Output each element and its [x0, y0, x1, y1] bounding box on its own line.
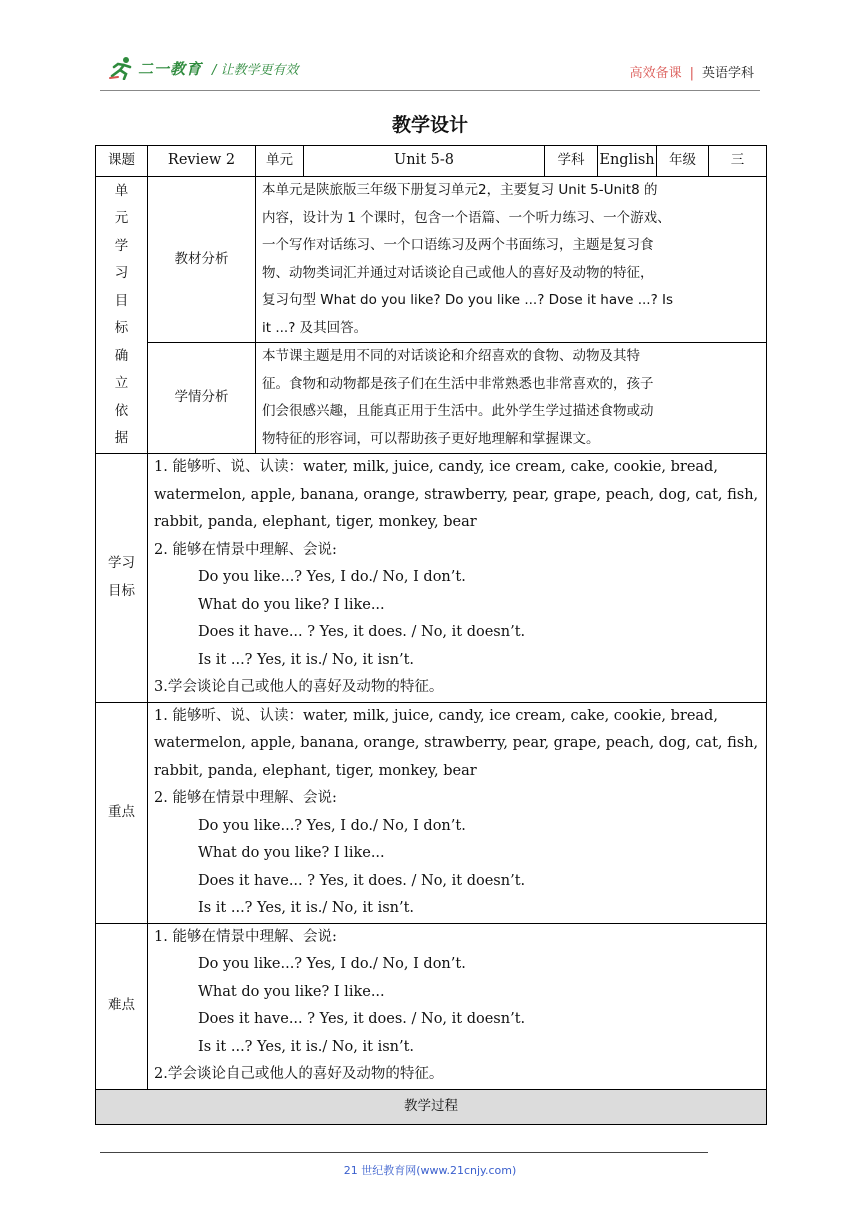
- objectives-text: 1. 能够听、说、认读：water, milk, juice, candy, ice cream, cake, cookie, bread, watermelon, apple, banana, orange, strawberry, pear, grape, peach, dog, cat, fish, rabbit, panda, elephant, tiger, monkey, bear 2. 能够在情景中理解、会说: Do you like...? Yes, I do./ No, I don’t. What do you like? I like... Does it have... ? Yes, it does. / No, it doesn’t. Is it ...? Yes, it is./ No, it isn’t. 3.学会谈论自己或他人的喜好及动物的特征。: [148, 454, 767, 703]
- objectives-label: 学习 目标: [96, 454, 148, 703]
- page-header: [100, 52, 760, 90]
- course-label: 课题: [96, 146, 148, 177]
- logo-slogan: / 让教学更有效: [212, 62, 299, 78]
- difficulties-label: 难点: [96, 923, 148, 1089]
- header-subject-name: 英语学科: [701, 66, 754, 81]
- runner-logo-icon: [108, 56, 136, 80]
- subject-value: English: [598, 146, 657, 177]
- header-subject: [630, 62, 754, 81]
- learner-analysis-text: 本节课主题是用不同的对话谈论和介绍喜欢的食物、动物及其特 征。食物和动物都是孩子们在生活中非常熟悉也非常喜欢的，孩子 们会很感兴趣，且能真正用于生活中。此外学生学过描述食物或动 物特征的形容词，可以帮助孩子更好地理解和掌握课文。: [256, 343, 767, 454]
- lesson-plan-table: [95, 145, 767, 1125]
- grade-label: 年级: [657, 146, 709, 177]
- page-title: 教学设计: [391, 114, 468, 136]
- footer-link[interactable]: 21 世纪教育网(www.21cnjy.com): [343, 1164, 517, 1177]
- footer-divider: [100, 1152, 708, 1153]
- logo: [108, 56, 299, 80]
- textbook-analysis-text: 本单元是陕旅版三年级下册复习单元2，主要复习 Unit 5-Unit8 的 内容，设计为 1 个课时，包含一个语篇、一个听力练习、一个游戏、 一个写作对话练习、一个口语练习及两个书面练习，主题是复习食 物、动物类词汇并通过对话谈论自己或他人的喜好及动物的特征， 复习句型 What do you like? Do you like ...? Dose it have ...? Is it ...? 及其回答。: [256, 177, 767, 343]
- key-points-row: [96, 702, 767, 923]
- subject-label: 学科: [545, 146, 598, 177]
- header-tag: 高效备课: [629, 66, 682, 81]
- logo-text: 二一教育: [138, 59, 203, 78]
- header-divider: [100, 90, 760, 91]
- unit-label: 单元: [256, 146, 304, 177]
- key-points-text: 1. 能够听、说、认读：water, milk, juice, candy, ice cream, cake, cookie, bread, watermelon, apple, banana, orange, strawberry, pear, grape, peach, dog, cat, fish, rabbit, panda, elephant, tiger, monkey, bear 2. 能够在情景中理解、会说: Do you like...? Yes, I do./ No, I don’t. What do you like? I like... Does it have... ? Yes, it does. / No, it doesn’t. Is it ...? Yes, it is./ No, it isn’t.: [148, 702, 767, 923]
- grade-value: 三: [709, 146, 767, 177]
- textbook-analysis-row: [96, 177, 767, 343]
- key-points-label: 重点: [96, 702, 148, 923]
- difficulties-row: [96, 923, 767, 1089]
- basis-vertical-label: 单 元 学 习 目 标 确 立 依 据: [96, 177, 148, 454]
- objectives-row: [96, 454, 767, 703]
- header-separator: |: [689, 66, 694, 81]
- learner-analysis-row: [96, 343, 767, 454]
- learner-analysis-label: 学情分析: [148, 343, 256, 454]
- process-label: 教学过程: [96, 1089, 767, 1124]
- unit-value: Unit 5-8: [304, 146, 545, 177]
- process-row: [96, 1089, 767, 1124]
- info-row: [96, 146, 767, 177]
- textbook-analysis-label: 教材分析: [148, 177, 256, 343]
- difficulties-text: 1. 能够在情景中理解、会说: Do you like...? Yes, I do./ No, I don’t. What do you like? I like... Does it have... ? Yes, it does. / No, it doesn’t. Is it ...? Yes, it is./ No, it isn’t. 2.学会谈论自己或他人的喜好及动物的特征。: [148, 923, 767, 1089]
- course-value: Review 2: [148, 146, 256, 177]
